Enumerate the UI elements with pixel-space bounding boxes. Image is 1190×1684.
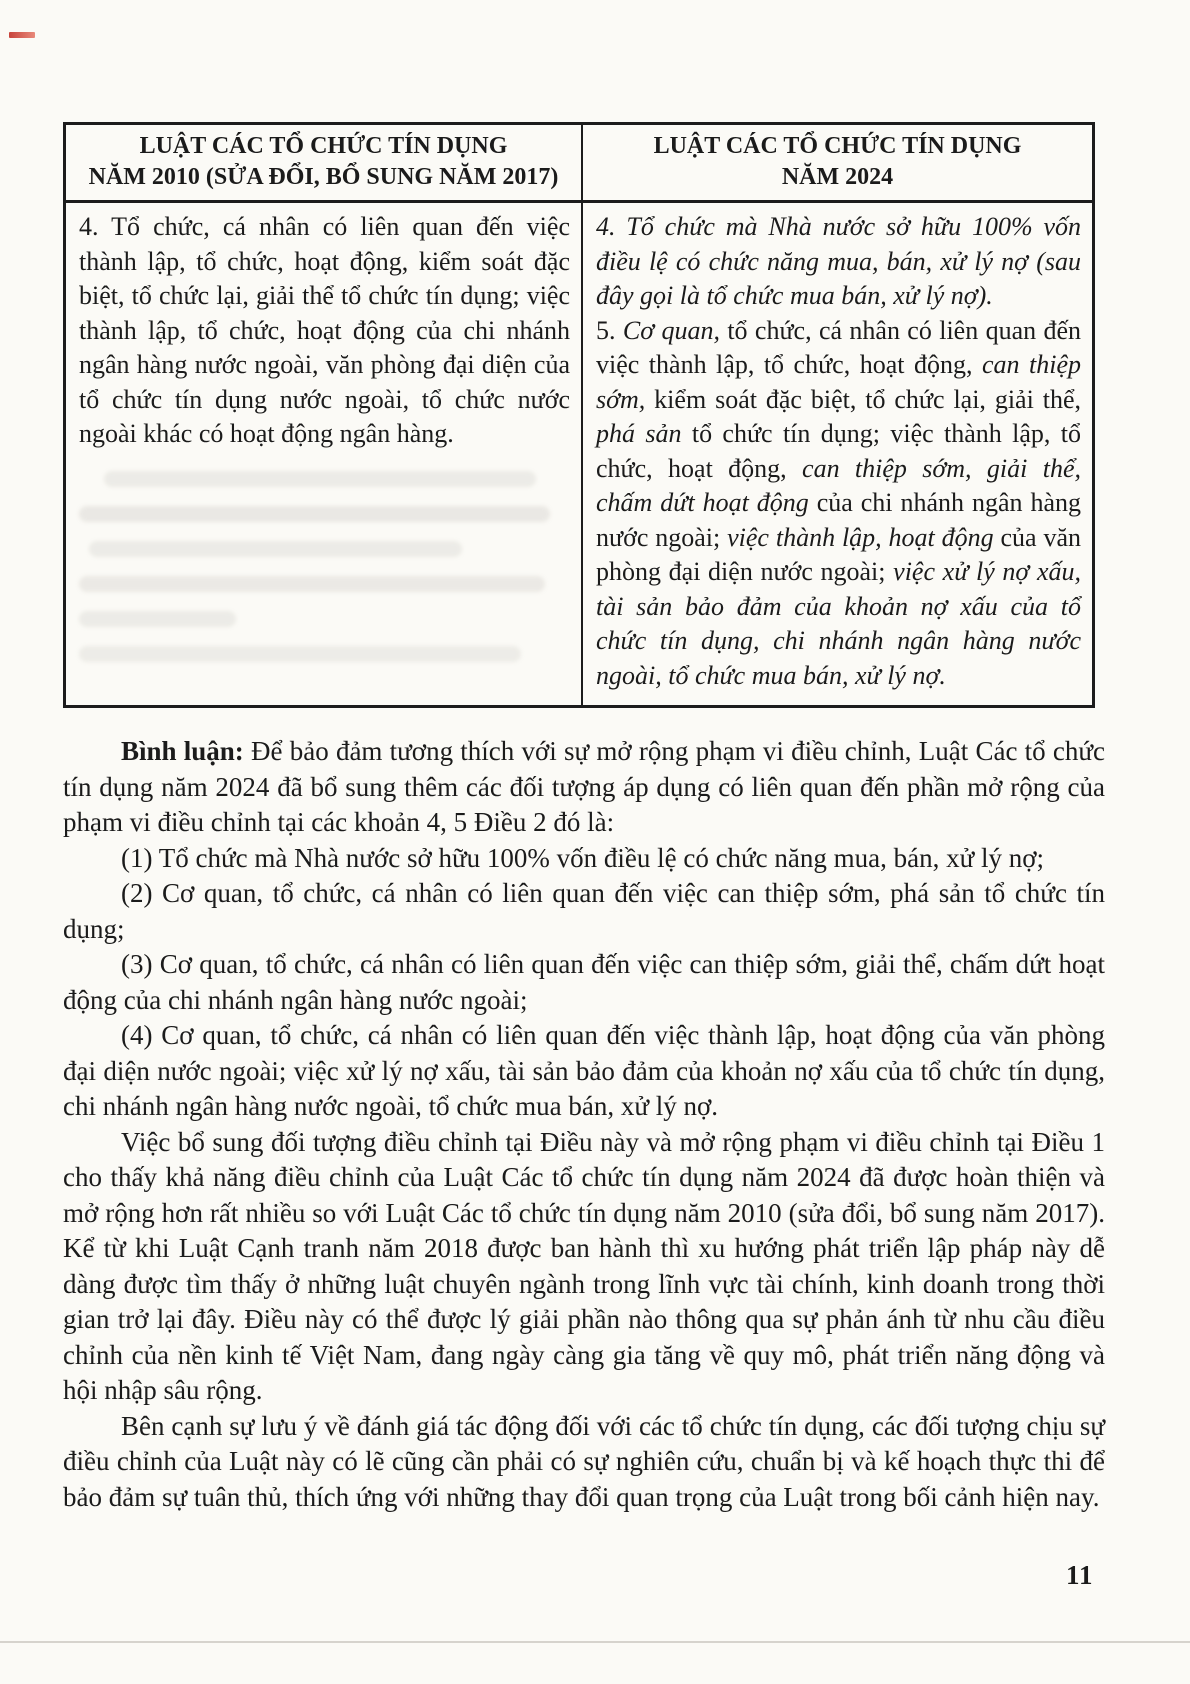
bleed-through-line: [79, 611, 236, 627]
table-header-law-2010-line2: NĂM 2010 (SỬA ĐỔI, BỔ SUNG NĂM 2017): [88, 164, 559, 190]
commentary-paragraph-7: Bên cạnh sự lưu ý về đánh giá tác động đối với các tổ chức tín dụng, các đối tượng chịu sự điều chỉnh của Luật này có lẽ cũng cần phải có sự nghiên cứu, chuẩn bị và kế hoạch thực thi để bảo đảm sự tuân thủ, thích ứng với những thay đổi quan trọng của Luật trong bối cảnh hiện nay.: [63, 1410, 1105, 1512]
red-scan-mark: [9, 32, 35, 38]
table-cell-law-2010-clause4: [66, 203, 583, 705]
table-header-law-2010: [66, 125, 583, 203]
commentary-paragraph-3: (2) Cơ quan, tổ chức, cá nhân có liên quan đến việc can thiệp sớm, phá sản tổ chức tín dụng;: [63, 878, 1105, 944]
commentary-paragraph-6: Việc bổ sung đối tượng điều chỉnh tại Điều này và mở rộng phạm vi điều chỉnh tại Điều 1 cho thấy khả năng điều chỉnh của Luật Các tổ chức tín dụng năm 2024 đã được hoàn thiện và mở rộng hơn rất nhiều so với Luật Các tổ chức tín dụng năm 2010 (sửa đổi, bổ sung năm 2017). Kể từ khi Luật Cạnh tranh năm 2018 được ban hành thì xu hướng phát triển lập pháp này dễ dàng được tìm thấy ở những luật chuyên ngành trong lĩnh vực tài chính, kinh doanh trong thời gian trở lại đây. Điều này có thể được lý giải phần nào thông qua sự phản ánh từ nhu cầu điều chỉnh của nền kinh tế Việt Nam, đang ngày càng gia tăng về quy mô, phát triển năng động và hội nhập sâu rộng.: [63, 1126, 1105, 1405]
table-cell-law-2024-clauses: [583, 203, 1092, 705]
table-header-law-2024: [583, 125, 1092, 203]
bleed-through-line: [79, 576, 545, 592]
table-header-law-2024-line1: LUẬT CÁC TỔ CHỨC TÍN DỤNG: [653, 133, 1022, 159]
scan-edge-line: [0, 1641, 1190, 1643]
page-number: 11: [1066, 1560, 1094, 1590]
commentary-paragraph-2: (1) Tổ chức mà Nhà nước sở hữu 100% vốn điều lệ có chức năng mua, bán, xử lý nợ;: [121, 842, 1045, 873]
commentary-section: [63, 734, 1105, 1515]
bleed-through-line: [79, 646, 521, 662]
law-2024-clause4-text: 4. Tổ chức mà Nhà nước sở hữu 100% vốn điều lệ có chức năng mua, bán, xử lý nợ (sau đây gọi là tổ chức mua bán, xử lý nợ).: [596, 212, 1081, 310]
bleed-through-artifact: [79, 471, 570, 662]
commentary-paragraph-1: Bình luận: Để bảo đảm tương thích với sự mở rộng phạm vi điều chỉnh, Luật Các tổ chức tín dụng năm 2024 đã bổ sung thêm các đối tượng áp dụng có liên quan đến phần mở rộng của phạm vi điều chỉnh tại các khoản 4, 5 Điều 2 đó là:: [63, 736, 1105, 837]
law-comparison-table: [63, 122, 1095, 708]
law-2024-clause5-text: 5. Cơ quan, tổ chức, cá nhân có liên quan đến việc thành lập, tổ chức, hoạt động, can thiệp sớm, kiểm soát đặc biệt, tổ chức lại, giải thể, phá sản tổ chức tín dụng; việc thành lập, tổ chức, hoạt động, can thiệp sớm, giải thể, chấm dứt hoạt động của chi nhánh ngân hàng nước ngoài; việc thành lập, hoạt động của văn phòng đại diện nước ngoài; việc xử lý nợ xấu, tài sản bảo đảm của khoản nợ xấu của tổ chức tín dụng, chi nhánh ngân hàng nước ngoài, tổ chức mua bán, xử lý nợ.: [596, 315, 1082, 690]
bleed-through-line: [89, 541, 462, 557]
bleed-through-line: [104, 471, 536, 487]
bleed-through-line: [79, 506, 550, 522]
table-header-law-2010-line1: LUẬT CÁC TỔ CHỨC TÍN DỤNG: [139, 133, 508, 159]
commentary-paragraph-4: (3) Cơ quan, tổ chức, cá nhân có liên quan đến việc can thiệp sớm, giải thể, chấm dứt hoạt động của chi nhánh ngân hàng nước ngoài;: [63, 949, 1105, 1015]
law-2010-clause4-text: 4. Tổ chức, cá nhân có liên quan đến việc thành lập, tổ chức, hoạt động, kiểm soát đặc biệt, tổ chức lại, giải thể tổ chức tín dụng; việc thành lập, tổ chức, hoạt động của chi nhánh ngân hàng nước ngoài, văn phòng đại diện của tổ chức tín dụng nước ngoài, tổ chức nước ngoài khác có hoạt động ngân hàng.: [79, 212, 570, 448]
table-header-law-2024-line2: NĂM 2024: [781, 164, 894, 190]
commentary-paragraph-5: (4) Cơ quan, tổ chức, cá nhân có liên quan đến việc thành lập, hoạt động của văn phòng đại diện nước ngoài; việc xử lý nợ xấu, tài sản bảo đảm của khoản nợ xấu của tổ chức tín dụng, chi nhánh ngân hàng nước ngoài, tổ chức mua bán, xử lý nợ.: [63, 1020, 1105, 1121]
